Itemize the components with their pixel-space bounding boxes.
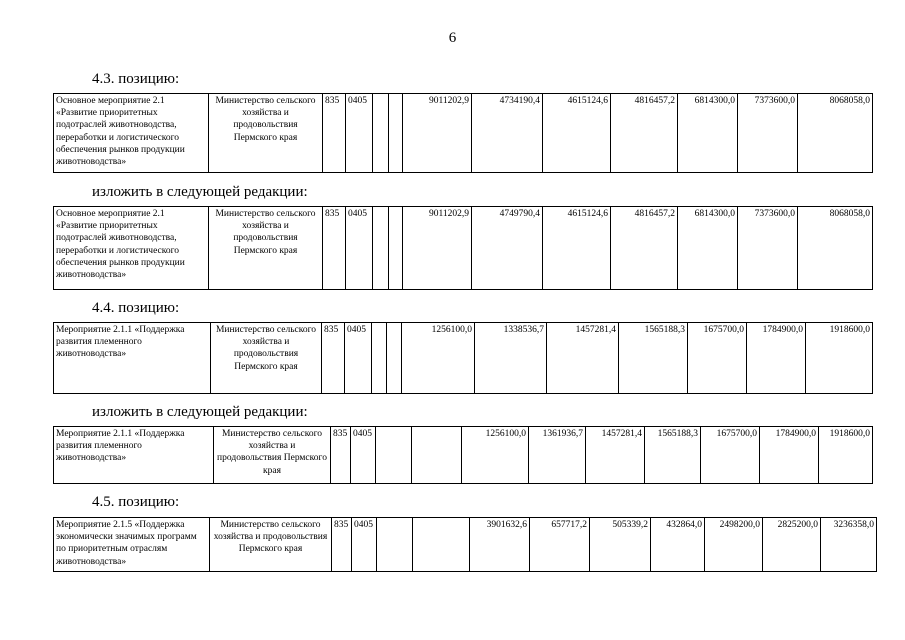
- code-cell: [377, 518, 413, 572]
- value-cell: 1457281,4: [547, 323, 619, 394]
- code-cell: [372, 323, 387, 394]
- value-cell: 2498200,0: [705, 518, 763, 572]
- value-cell: 9011202,9: [403, 94, 472, 173]
- code-cell: [389, 207, 403, 290]
- value-cell: 1338536,7: [475, 323, 547, 394]
- table-row: [54, 427, 873, 484]
- value-cell: 1784900,0: [747, 323, 806, 394]
- value-cell: 4816457,2: [611, 94, 678, 173]
- budget-table: [53, 206, 873, 290]
- value-cell: 1675700,0: [701, 427, 760, 484]
- value-cell: 1784900,0: [760, 427, 819, 484]
- section-heading: изложить в следующей редакции:: [92, 404, 308, 420]
- table-row: [54, 94, 873, 173]
- value-cell: 4615124,6: [543, 94, 611, 173]
- budget-table: [53, 322, 873, 394]
- value-cell: 3236358,0: [821, 518, 877, 572]
- section-heading: 4.4. позицию:: [92, 300, 180, 316]
- value-cell: 1256100,0: [402, 323, 475, 394]
- code-cell: 835: [323, 94, 346, 173]
- code-cell: 0405: [346, 94, 373, 173]
- event-name: Мероприятие 2.1.1 «Поддержка развития племенного животноводства»: [54, 427, 214, 484]
- value-cell: 3901632,6: [470, 518, 530, 572]
- value-cell: 4816457,2: [611, 207, 678, 290]
- code-cell: 835: [331, 427, 351, 484]
- code-cell: [413, 518, 470, 572]
- code-cell: 0405: [352, 518, 377, 572]
- code-cell: 835: [322, 323, 345, 394]
- value-cell: 2825200,0: [763, 518, 821, 572]
- value-cell: 6814300,0: [678, 94, 738, 173]
- value-cell: 1918600,0: [806, 323, 873, 394]
- budget-table: [53, 517, 877, 572]
- responsible-ministry: Министерство сельского хозяйства и продовольствия Пермского края: [211, 323, 322, 394]
- event-name: Основное мероприятие 2.1 «Развитие приоритетных подотраслей животноводства, переработки и логистического обеспечения рынков продукции животноводства»: [54, 207, 209, 290]
- value-cell: 4615124,6: [543, 207, 611, 290]
- responsible-ministry: Министерство сельского хозяйства и продовольствия Пермского края: [210, 518, 332, 572]
- value-cell: 7373600,0: [738, 94, 798, 173]
- value-cell: 8068058,0: [798, 207, 873, 290]
- value-cell: 1565188,3: [619, 323, 688, 394]
- table-row: [54, 207, 873, 290]
- value-cell: 505339,2: [590, 518, 651, 572]
- section-heading: 4.5. позицию:: [92, 494, 180, 510]
- code-cell: [373, 207, 389, 290]
- code-cell: 0405: [346, 207, 373, 290]
- code-cell: [387, 323, 402, 394]
- value-cell: 1361936,7: [529, 427, 586, 484]
- value-cell: 1457281,4: [586, 427, 645, 484]
- value-cell: 1918600,0: [819, 427, 873, 484]
- code-cell: 0405: [351, 427, 376, 484]
- code-cell: 0405: [345, 323, 372, 394]
- budget-table: [53, 426, 873, 484]
- value-cell: 657717,2: [530, 518, 590, 572]
- value-cell: 8068058,0: [798, 94, 873, 173]
- table-row: [54, 518, 877, 572]
- value-cell: 1256100,0: [462, 427, 529, 484]
- value-cell: 1565188,3: [645, 427, 701, 484]
- code-cell: 835: [323, 207, 346, 290]
- code-cell: [376, 427, 412, 484]
- code-cell: [412, 427, 462, 484]
- event-name: Основное мероприятие 2.1 «Развитие приоритетных подотраслей животноводства, переработки и логистического обеспечения рынков продукции животноводства»: [54, 94, 209, 173]
- code-cell: 835: [332, 518, 352, 572]
- event-name: Мероприятие 2.1.1 «Поддержка развития племенного животноводства»: [54, 323, 211, 394]
- code-cell: [389, 94, 403, 173]
- table-row: [54, 323, 873, 394]
- section-heading: изложить в следующей редакции:: [92, 184, 308, 200]
- responsible-ministry: Министерство сельского хозяйства и продовольствия Пермского края: [209, 207, 323, 290]
- value-cell: 4749790,4: [472, 207, 543, 290]
- section-heading: 4.3. позицию:: [92, 71, 180, 87]
- page-number: 6: [448, 30, 457, 46]
- event-name: Мероприятие 2.1.5 «Поддержка экономически значимых программ по приоритетным отраслям животноводства»: [54, 518, 210, 572]
- value-cell: 432864,0: [651, 518, 705, 572]
- budget-table: [53, 93, 873, 173]
- responsible-ministry: Министерство сельского хозяйства и продовольствия Пермского края: [214, 427, 331, 484]
- value-cell: 7373600,0: [738, 207, 798, 290]
- code-cell: [373, 94, 389, 173]
- responsible-ministry: Министерство сельского хозяйства и продовольствия Пермского края: [209, 94, 323, 173]
- value-cell: 1675700,0: [688, 323, 747, 394]
- value-cell: 4734190,4: [472, 94, 543, 173]
- value-cell: 6814300,0: [678, 207, 738, 290]
- value-cell: 9011202,9: [403, 207, 472, 290]
